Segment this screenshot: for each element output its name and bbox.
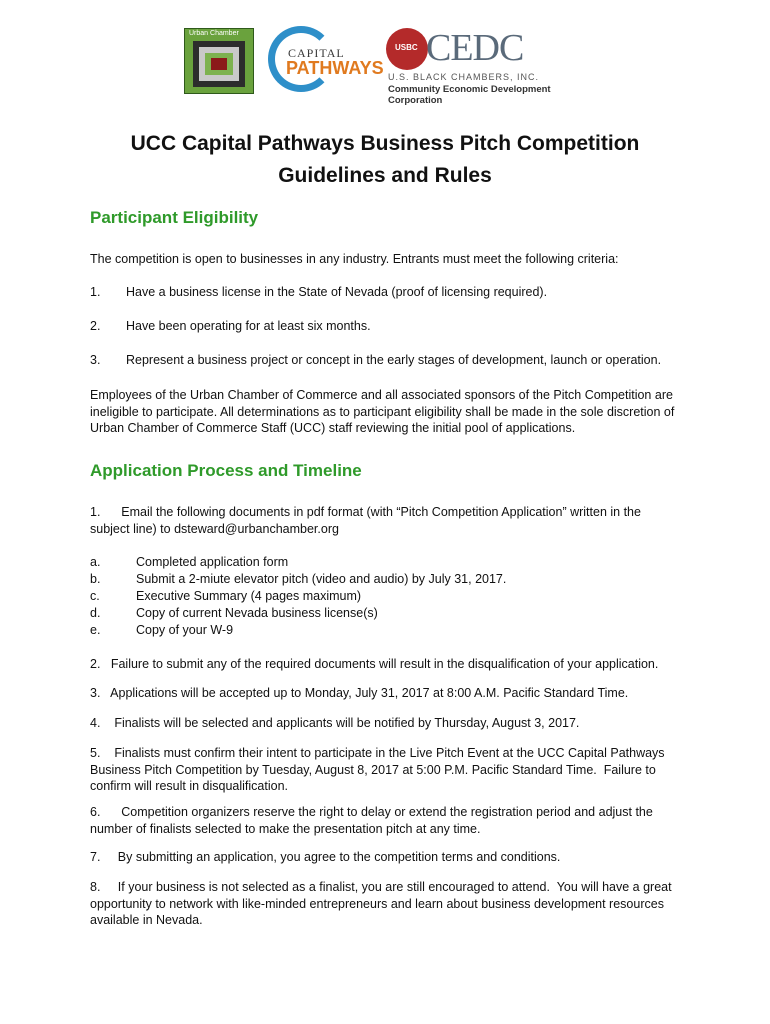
process-step-1: 1. Email the following documents in pdf format (with “Pitch Competition Application” written in the subject line) to dsteward@urbanchamber.org: [90, 505, 645, 536]
eligibility-intro: The competition is open to businesses in any industry. Entrants must meet the following criteria:: [90, 252, 619, 266]
title-line2: Guidelines and Rules: [278, 164, 492, 187]
cedc-mark: CEDC: [426, 27, 524, 69]
title-line1: UCC Capital Pathways Business Pitch Competition: [130, 132, 640, 155]
capital-pathways-logo: [266, 24, 384, 100]
eligibility-note: Employees of the Urban Chamber of Commerce and all associated sponsors of the Pitch Competition are ineligible to participate. All determinations as to participant eligibility shall be made in the sole discretion of Urban Chamber of Commerce Staff (UCC) staff reviewing the initial pool of applications.: [90, 388, 675, 435]
doc-c-text: Executive Summary (4 pages maximum): [136, 589, 362, 603]
logo-banner: [0, 24, 770, 104]
cedc-line1: U.S. BLACK CHAMBERS, INC.: [388, 72, 540, 82]
process-step-8: 8. If your business is not selected as a finalist, you are still encouraged to attend. You will have a great opportunity to network with like-minded entrepreneurs and learn about business development resources available in Nevada.: [90, 880, 676, 927]
process-step-6: 6. Competition organizers reserve the right to delay or extend the registration period and adjust the number of finalists selected to make the presentation pitch at any time.: [90, 805, 657, 836]
process-step-2: 2. Failure to submit any of the required documents will result in the disqualification of your application.: [90, 657, 659, 671]
page-title: [60, 128, 710, 192]
process-step-3: 3. Applications will be accepted up to Monday, July 31, 2017 at 8:00 A.M. Pacific Standard Time.: [90, 686, 629, 700]
criteria-1-text: Have a business license in the State of Nevada (proof of licensing required).: [126, 285, 548, 299]
process-step-5: 5. Finalists must confirm their intent to participate in the Live Pitch Event at the UCC Capital Pathways Business Pitch Competition by Tuesday, August 8, 2017 at 5:00 P.M. Pacific Standard Time. Failure to confirm will result in disqualification.: [90, 746, 669, 793]
process-step-7: 7. By submitting an application, you agree to the competition terms and conditions.: [90, 850, 561, 864]
doc-a-text: Completed application form: [136, 555, 289, 569]
process-heading: Application Process and Timeline: [90, 461, 362, 480]
urban-chamber-logo: [184, 28, 254, 94]
cedc-logo: [386, 27, 586, 106]
urban-chamber-logo-text: Urban Chamber: [189, 30, 239, 37]
doc-b-letter: b.: [90, 572, 101, 586]
usbc-seal-icon: USBC: [386, 28, 428, 70]
eligibility-heading: Participant Eligibility: [90, 208, 259, 227]
doc-a-letter: a.: [90, 555, 101, 569]
criteria-2-num: 2.: [90, 319, 101, 333]
process-step-4: 4. Finalists will be selected and applicants will be notified by Thursday, August 3, 2017.: [90, 716, 580, 730]
doc-d-letter: d.: [90, 606, 101, 620]
doc-b-text: Submit a 2-miute elevator pitch (video and audio) by July 31, 2017.: [136, 572, 507, 586]
doc-c-letter: c.: [90, 589, 100, 603]
criteria-3-num: 3.: [90, 353, 101, 367]
capital-pathways-line2: PATHWAYS: [286, 58, 384, 78]
doc-e-text: Copy of your W-9: [136, 623, 234, 637]
criteria-1-num: 1.: [90, 285, 101, 299]
criteria-3-text: Represent a business project or concept in the early stages of development, launch or operation.: [126, 353, 662, 367]
criteria-2-text: Have been operating for at least six months.: [126, 319, 371, 333]
doc-e-letter: e.: [90, 623, 101, 637]
capital-pathways-line1: CAPITAL: [288, 46, 345, 60]
cedc-line2: Community Economic Development Corporation: [388, 84, 551, 106]
doc-d-text: Copy of current Nevada business license(s): [136, 606, 378, 620]
